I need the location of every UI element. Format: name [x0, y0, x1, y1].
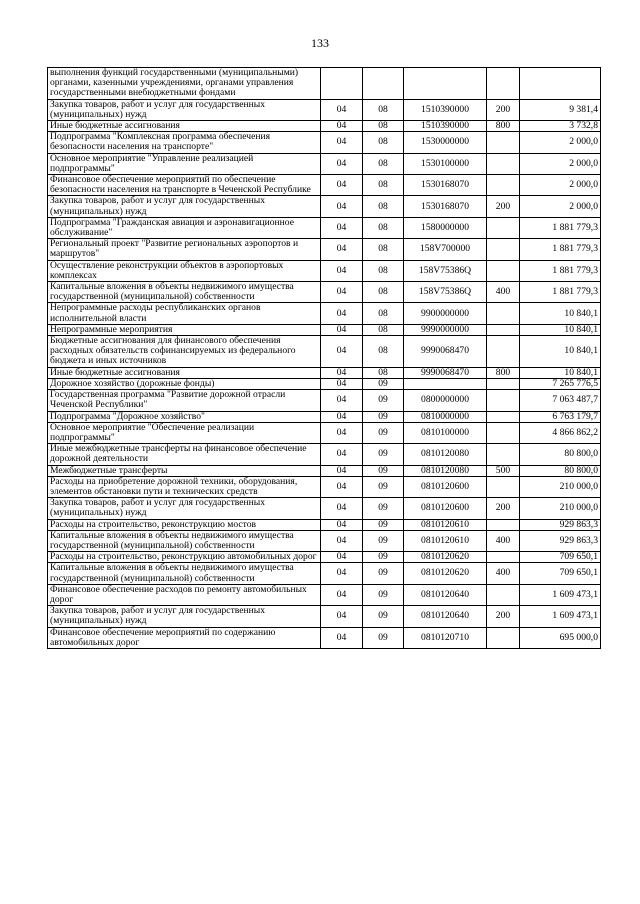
row-section-cell: 04	[321, 411, 363, 422]
row-subsection-cell: 09	[363, 584, 404, 605]
row-amount-cell: 3 732,8	[520, 121, 601, 132]
table-row	[48, 519, 601, 530]
row-amount-cell: 10 840,1	[520, 367, 601, 378]
table-row	[48, 411, 601, 422]
row-target-article-cell: 0810100000	[404, 422, 487, 443]
row-target-article-cell: 0810120620	[404, 563, 487, 584]
table-row	[48, 390, 601, 411]
table-row	[48, 465, 601, 476]
row-section-cell: 04	[321, 465, 363, 476]
row-expense-type-cell: 400	[487, 563, 520, 584]
row-expense-type-cell: 800	[487, 121, 520, 132]
row-target-article-cell: 158V700000	[404, 239, 487, 260]
row-name-cell: Государственная программа "Развитие дорожной отрасли Чеченской Республики"	[48, 390, 321, 411]
row-name-cell: Финансовое обеспечение расходов по ремонту автомобильных дорог	[48, 584, 321, 605]
row-amount-cell: 2 000,0	[520, 132, 601, 153]
row-amount-cell: 695 000,0	[520, 627, 601, 648]
row-name-cell: Региональный проект "Развитие региональных аэропортов и маршрутов"	[48, 239, 321, 260]
table-row	[48, 121, 601, 132]
row-name-cell: выполнения функций государственными (муниципальными) органами, казенными учреждениями, органами управления государственными внебюджетными фондами	[48, 68, 321, 100]
row-target-article-cell: 0810120640	[404, 584, 487, 605]
row-subsection-cell: 08	[363, 324, 404, 335]
row-amount-cell: 10 840,1	[520, 303, 601, 324]
row-expense-type-cell: 500	[487, 465, 520, 476]
table-row	[48, 132, 601, 153]
table-row	[48, 303, 601, 324]
row-subsection-cell: 09	[363, 627, 404, 648]
row-target-article-cell: 1510390000	[404, 121, 487, 132]
row-expense-type-cell: 200	[487, 498, 520, 519]
row-section-cell: 04	[321, 282, 363, 303]
row-expense-type-cell	[487, 444, 520, 465]
row-expense-type-cell	[487, 390, 520, 411]
row-subsection-cell: 09	[363, 552, 404, 563]
budget-table	[47, 67, 601, 649]
row-name-cell: Основное мероприятие "Обеспечение реализации подпрограммы"	[48, 422, 321, 443]
table-row	[48, 153, 601, 174]
row-section-cell: 04	[321, 422, 363, 443]
row-target-article-cell: 9990068470	[404, 336, 487, 368]
row-expense-type-cell	[487, 324, 520, 335]
row-target-article-cell: 1530168070	[404, 175, 487, 196]
row-target-article-cell	[404, 68, 487, 100]
row-section-cell: 04	[321, 563, 363, 584]
row-target-article-cell: 1580000000	[404, 217, 487, 238]
row-subsection-cell: 09	[363, 422, 404, 443]
row-target-article-cell: 0800000000	[404, 390, 487, 411]
row-subsection-cell: 09	[363, 390, 404, 411]
row-section-cell: 04	[321, 153, 363, 174]
row-expense-type-cell	[487, 519, 520, 530]
row-expense-type-cell: 200	[487, 99, 520, 120]
row-target-article-cell: 0810120640	[404, 606, 487, 627]
row-subsection-cell: 08	[363, 303, 404, 324]
row-amount-cell: 1 881 779,3	[520, 217, 601, 238]
budget-table-body	[48, 68, 601, 649]
row-section-cell: 04	[321, 498, 363, 519]
row-expense-type-cell	[487, 476, 520, 497]
row-subsection-cell: 08	[363, 153, 404, 174]
row-section-cell: 04	[321, 324, 363, 335]
row-target-article-cell: 158V75386Q	[404, 260, 487, 281]
table-row	[48, 606, 601, 627]
row-section-cell: 04	[321, 390, 363, 411]
row-expense-type-cell	[487, 303, 520, 324]
row-section-cell: 04	[321, 336, 363, 368]
table-row	[48, 552, 601, 563]
row-target-article-cell: 9990000000	[404, 324, 487, 335]
row-subsection-cell: 08	[363, 260, 404, 281]
row-subsection-cell: 09	[363, 606, 404, 627]
row-target-article-cell: 1510390000	[404, 99, 487, 120]
row-expense-type-cell: 200	[487, 196, 520, 217]
row-name-cell: Подпрограмма "Гражданская авиация и аэронавигационное обслуживание"	[48, 217, 321, 238]
row-amount-cell: 80 800,0	[520, 465, 601, 476]
row-name-cell: Основное мероприятие "Управление реализацией подпрограммы"	[48, 153, 321, 174]
row-expense-type-cell	[487, 336, 520, 368]
row-target-article-cell: 0810000000	[404, 411, 487, 422]
row-expense-type-cell: 400	[487, 282, 520, 303]
row-subsection-cell: 09	[363, 530, 404, 551]
row-subsection-cell: 09	[363, 465, 404, 476]
table-row	[48, 217, 601, 238]
row-target-article-cell: 1530000000	[404, 132, 487, 153]
row-section-cell	[321, 68, 363, 100]
row-section-cell: 04	[321, 606, 363, 627]
row-subsection-cell: 08	[363, 336, 404, 368]
row-subsection-cell: 08	[363, 196, 404, 217]
row-expense-type-cell	[487, 132, 520, 153]
row-name-cell: Закупка товаров, работ и услуг для государственных (муниципальных) нужд	[48, 498, 321, 519]
row-section-cell: 04	[321, 378, 363, 389]
row-target-article-cell: 0810120080	[404, 444, 487, 465]
row-expense-type-cell	[487, 217, 520, 238]
page-number: 133	[311, 36, 329, 50]
row-section-cell: 04	[321, 217, 363, 238]
row-amount-cell: 10 840,1	[520, 324, 601, 335]
row-expense-type-cell	[487, 153, 520, 174]
row-subsection-cell: 08	[363, 132, 404, 153]
row-subsection-cell: 08	[363, 175, 404, 196]
row-name-cell: Подпрограмма "Комплексная программа обеспечения безопасности населения на транспорте"	[48, 132, 321, 153]
row-target-article-cell	[404, 378, 487, 389]
table-row	[48, 68, 601, 100]
row-amount-cell: 1 609 473,1	[520, 584, 601, 605]
table-row	[48, 563, 601, 584]
row-section-cell: 04	[321, 99, 363, 120]
table-row	[48, 476, 601, 497]
row-name-cell: Иные бюджетные ассигнования	[48, 121, 321, 132]
row-section-cell: 04	[321, 584, 363, 605]
table-row	[48, 239, 601, 260]
row-target-article-cell: 1530168070	[404, 196, 487, 217]
row-name-cell: Финансовое обеспечение мероприятий по содержанию автомобильных дорог	[48, 627, 321, 648]
row-section-cell: 04	[321, 196, 363, 217]
row-expense-type-cell	[487, 627, 520, 648]
row-amount-cell: 7 063 487,7	[520, 390, 601, 411]
row-name-cell: Иные межбюджетные трансферты на финансовое обеспечение дорожной деятельности	[48, 444, 321, 465]
row-section-cell: 04	[321, 367, 363, 378]
row-section-cell: 04	[321, 444, 363, 465]
row-name-cell: Иные бюджетные ассигнования	[48, 367, 321, 378]
row-amount-cell: 210 000,0	[520, 476, 601, 497]
row-target-article-cell: 1530100000	[404, 153, 487, 174]
row-section-cell: 04	[321, 627, 363, 648]
row-target-article-cell: 0810120600	[404, 476, 487, 497]
row-expense-type-cell: 400	[487, 530, 520, 551]
row-subsection-cell: 09	[363, 563, 404, 584]
row-expense-type-cell	[487, 584, 520, 605]
row-expense-type-cell	[487, 378, 520, 389]
row-section-cell: 04	[321, 530, 363, 551]
row-section-cell: 04	[321, 175, 363, 196]
row-name-cell: Расходы на строительство, реконструкцию мостов	[48, 519, 321, 530]
row-amount-cell: 709 650,1	[520, 563, 601, 584]
row-subsection-cell: 09	[363, 411, 404, 422]
row-section-cell: 04	[321, 519, 363, 530]
row-subsection-cell	[363, 68, 404, 100]
table-row	[48, 336, 601, 368]
table-row	[48, 584, 601, 605]
row-name-cell: Финансовое обеспечение мероприятий по обеспечение безопасности населения на транспорте в Чеченской Республике	[48, 175, 321, 196]
row-section-cell: 04	[321, 476, 363, 497]
row-amount-cell: 1 609 473,1	[520, 606, 601, 627]
table-row	[48, 498, 601, 519]
row-name-cell: Дорожное хозяйство (дорожные фонды)	[48, 378, 321, 389]
row-expense-type-cell	[487, 552, 520, 563]
row-section-cell: 04	[321, 303, 363, 324]
table-row	[48, 196, 601, 217]
row-subsection-cell: 08	[363, 99, 404, 120]
row-name-cell: Межбюджетные трансферты	[48, 465, 321, 476]
row-amount-cell: 210 000,0	[520, 498, 601, 519]
row-section-cell: 04	[321, 132, 363, 153]
row-expense-type-cell	[487, 175, 520, 196]
row-section-cell: 04	[321, 552, 363, 563]
row-expense-type-cell	[487, 68, 520, 100]
row-name-cell: Бюджетные ассигнования для финансового обеспечения расходных обязательств софинансируемых из федерального бюджета и иных источников	[48, 336, 321, 368]
table-row	[48, 260, 601, 281]
table-row	[48, 422, 601, 443]
row-target-article-cell: 158V75386Q	[404, 282, 487, 303]
row-amount-cell: 6 763 179,7	[520, 411, 601, 422]
row-subsection-cell: 08	[363, 121, 404, 132]
table-row	[48, 324, 601, 335]
row-section-cell: 04	[321, 121, 363, 132]
row-target-article-cell: 9990068470	[404, 367, 487, 378]
row-target-article-cell: 0810120610	[404, 519, 487, 530]
row-name-cell: Непрограммные расходы республиканских органов исполнительной власти	[48, 303, 321, 324]
table-row	[48, 175, 601, 196]
row-amount-cell: 1 881 779,3	[520, 260, 601, 281]
row-section-cell: 04	[321, 260, 363, 281]
row-amount-cell: 80 800,0	[520, 444, 601, 465]
row-amount-cell: 2 000,0	[520, 153, 601, 174]
row-subsection-cell: 08	[363, 367, 404, 378]
row-name-cell: Расходы на приобретение дорожной техники, оборудования, элементов обстановки пути и технических средств	[48, 476, 321, 497]
row-expense-type-cell: 800	[487, 367, 520, 378]
row-target-article-cell: 0810120710	[404, 627, 487, 648]
table-row	[48, 99, 601, 120]
row-expense-type-cell	[487, 411, 520, 422]
row-expense-type-cell	[487, 260, 520, 281]
row-subsection-cell: 08	[363, 217, 404, 238]
row-target-article-cell: 0810120080	[404, 465, 487, 476]
row-name-cell: Закупка товаров, работ и услуг для государственных (муниципальных) нужд	[48, 196, 321, 217]
row-name-cell: Закупка товаров, работ и услуг для государственных (муниципальных) нужд	[48, 606, 321, 627]
row-expense-type-cell: 200	[487, 606, 520, 627]
row-subsection-cell: 08	[363, 282, 404, 303]
row-name-cell: Непрограммные мероприятия	[48, 324, 321, 335]
row-amount-cell: 1 881 779,3	[520, 239, 601, 260]
row-name-cell: Капитальные вложения в объекты недвижимого имущества государственной (муниципальной) собственности	[48, 282, 321, 303]
table-row	[48, 367, 601, 378]
row-name-cell: Осуществление реконструкции объектов в аэропортовых комплексах	[48, 260, 321, 281]
row-subsection-cell: 09	[363, 498, 404, 519]
row-amount-cell	[520, 68, 601, 100]
row-subsection-cell: 08	[363, 239, 404, 260]
row-name-cell: Подпрограмма "Дорожное хозяйство"	[48, 411, 321, 422]
table-row	[48, 530, 601, 551]
row-expense-type-cell	[487, 239, 520, 260]
row-amount-cell: 10 840,1	[520, 336, 601, 368]
row-name-cell: Капитальные вложения в объекты недвижимого имущества государственной (муниципальной) собственности	[48, 530, 321, 551]
row-subsection-cell: 09	[363, 519, 404, 530]
row-subsection-cell: 09	[363, 444, 404, 465]
row-target-article-cell: 0810120620	[404, 552, 487, 563]
row-name-cell: Закупка товаров, работ и услуг для государственных (муниципальных) нужд	[48, 99, 321, 120]
row-subsection-cell: 09	[363, 476, 404, 497]
table-row	[48, 444, 601, 465]
row-target-article-cell: 9900000000	[404, 303, 487, 324]
table-row	[48, 378, 601, 389]
row-amount-cell: 7 265 776,5	[520, 378, 601, 389]
table-row	[48, 282, 601, 303]
table-row	[48, 627, 601, 648]
row-amount-cell: 929 863,3	[520, 530, 601, 551]
row-section-cell: 04	[321, 239, 363, 260]
row-amount-cell: 929 863,3	[520, 519, 601, 530]
row-amount-cell: 2 000,0	[520, 196, 601, 217]
row-target-article-cell: 0810120600	[404, 498, 487, 519]
row-amount-cell: 1 881 779,3	[520, 282, 601, 303]
row-target-article-cell: 0810120610	[404, 530, 487, 551]
row-amount-cell: 4 866 862,2	[520, 422, 601, 443]
row-amount-cell: 2 000,0	[520, 175, 601, 196]
row-name-cell: Расходы на строительство, реконструкцию автомобильных дорог	[48, 552, 321, 563]
row-expense-type-cell	[487, 422, 520, 443]
row-amount-cell: 709 650,1	[520, 552, 601, 563]
row-subsection-cell: 09	[363, 378, 404, 389]
row-name-cell: Капитальные вложения в объекты недвижимого имущества государственной (муниципальной) собственности	[48, 563, 321, 584]
row-amount-cell: 9 381,4	[520, 99, 601, 120]
